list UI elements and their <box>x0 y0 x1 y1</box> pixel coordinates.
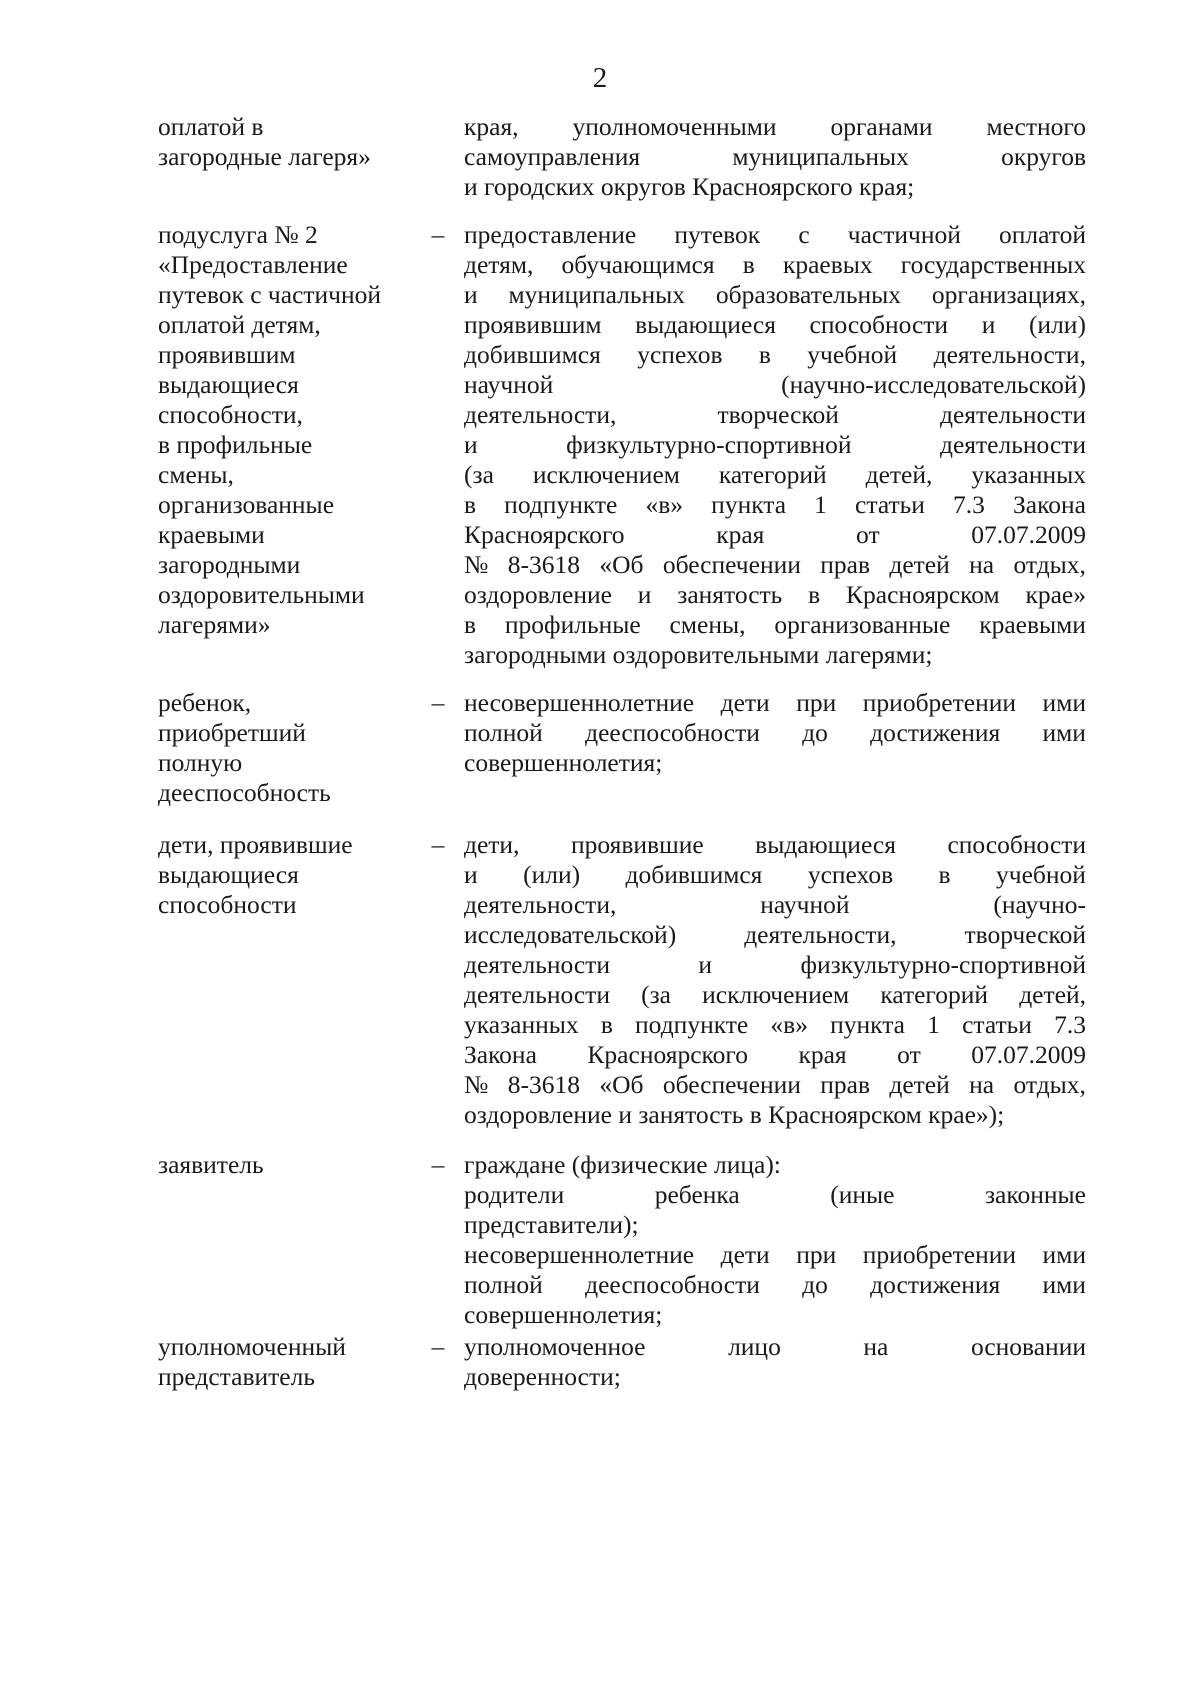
definition-line <box>464 370 1086 400</box>
definition-word: достижения <box>870 1270 1001 1299</box>
definition-word: до <box>802 1270 828 1299</box>
definition-word: в <box>464 490 477 519</box>
definition-word: органами <box>830 112 933 141</box>
term-line: оздоровительными <box>158 580 365 609</box>
definition-word: края <box>716 520 765 549</box>
definition-word: крае» <box>1025 580 1086 609</box>
definition-word: категорий <box>718 460 827 489</box>
term-line: путевок с частичной <box>158 280 382 309</box>
term-line: дети, проявившие <box>158 830 353 859</box>
definition-word: детей <box>889 550 950 579</box>
definition-word: приобретении <box>862 1240 1017 1269</box>
definition-line <box>464 220 1086 250</box>
definition-word: уполномоченное <box>464 1332 646 1361</box>
definition-word: 7.3 <box>1054 1010 1086 1039</box>
definition-word: совершеннолетия; <box>464 748 663 777</box>
definition-word: организациях, <box>931 280 1086 309</box>
definition-line <box>464 1332 1086 1362</box>
definition-dash: – <box>431 1150 445 1179</box>
definition-line <box>464 1150 1086 1180</box>
term-line: приобретший <box>158 718 306 747</box>
definition-word: деятельности, <box>933 340 1086 369</box>
definition-word: самоуправления <box>464 142 641 171</box>
term-line: уполномоченный <box>158 1332 346 1361</box>
definition-word: творческой <box>717 400 839 429</box>
definition-word: полной <box>464 1270 543 1299</box>
definition-word: деятельности <box>940 400 1086 429</box>
term-line: представитель <box>158 1362 315 1391</box>
definition-word: дееспособности <box>585 1270 760 1299</box>
definition-word: Красноярском <box>846 580 1000 609</box>
definition-word: краевых <box>782 250 873 279</box>
definition-word: образовательных <box>715 280 902 309</box>
term-line: загородные лагеря» <box>158 142 371 171</box>
definition-text <box>464 688 1086 778</box>
definition-word: учебной <box>807 340 898 369</box>
definition-word: физкультурно-спортивной <box>566 430 852 459</box>
definition-word: проявившие <box>570 830 704 859</box>
definition-word: деятельности <box>464 980 610 1009</box>
term-line: подуслуга № 2 <box>158 220 318 249</box>
definition-word: выдающиеся <box>755 830 896 859</box>
definition-word: деятельности, <box>464 890 617 919</box>
definition-word: добившимся <box>625 860 763 889</box>
definition-word: прав <box>820 1070 871 1099</box>
definition-word: государственных <box>900 250 1086 279</box>
definition-word: законные <box>984 1180 1086 1209</box>
definition-word: совершеннолетия; <box>464 1300 663 1329</box>
definition-line <box>464 310 1086 340</box>
definition-word: достижения <box>870 718 1001 747</box>
definition-word: 07.07.2009 <box>971 520 1086 549</box>
definition-word: подпункте <box>504 490 618 519</box>
definition-word: 07.07.2009 <box>971 1040 1086 1069</box>
definition-line <box>464 1040 1086 1070</box>
definition-word: научной <box>760 890 850 919</box>
definition-word: пункта <box>711 490 787 519</box>
definition-word: дети <box>720 688 770 717</box>
definition-line <box>464 1300 1086 1330</box>
definition-word: смены, <box>669 610 746 639</box>
definition-line <box>464 1240 1086 1270</box>
definition-word: физкультурно-спортивной <box>800 950 1086 979</box>
definition-word: указанных <box>971 460 1086 489</box>
definition-word: на <box>863 1332 889 1361</box>
definition-word: исследовательской) <box>464 920 677 949</box>
definition-word: 1 <box>814 490 827 519</box>
definition-word: творческой <box>964 920 1086 949</box>
definition-word: прав <box>820 550 871 579</box>
definition-word: профильные <box>504 610 641 639</box>
definition-word: «Об <box>599 550 644 579</box>
definition-line <box>464 830 1086 860</box>
definition-word: занятость <box>677 580 783 609</box>
definition-word: и <box>464 430 478 459</box>
term-line: оплатой в <box>158 112 264 141</box>
definition-dash: – <box>431 830 445 859</box>
definition-term <box>158 220 418 640</box>
definition-word: загородными оздоровительными лагерями; <box>464 640 933 669</box>
definition-word: детей <box>889 1070 950 1099</box>
definition-word: ими <box>1042 718 1086 747</box>
definition-text <box>464 830 1086 1130</box>
definition-word: детей, <box>1019 980 1086 1009</box>
definition-term <box>158 1332 418 1392</box>
definition-word: дети, <box>464 830 520 859</box>
definition-term <box>158 112 418 172</box>
definition-word: несовершеннолетние <box>464 1240 695 1269</box>
definition-word: и <box>981 310 996 339</box>
definition-word: организованные <box>774 610 951 639</box>
definition-word: дееспособности <box>585 718 760 747</box>
definition-word: Закона <box>1013 490 1086 519</box>
definition-word: лицо <box>728 1332 781 1361</box>
definition-word: на <box>969 1070 995 1099</box>
definition-word: до <box>802 718 828 747</box>
definition-word: (иные <box>830 1180 895 1209</box>
definition-word: от <box>856 520 880 549</box>
term-line: в профильные <box>158 430 313 459</box>
definition-word: края <box>798 1040 847 1069</box>
definition-word: 1 <box>927 1010 940 1039</box>
definition-word: основании <box>970 1332 1086 1361</box>
definition-word: местного <box>986 112 1086 141</box>
definition-word: краевыми <box>979 610 1086 639</box>
definition-word: в <box>758 340 771 369</box>
definition-word: частичной <box>847 220 961 249</box>
definition-line <box>464 460 1086 490</box>
definition-word: ими <box>1042 1270 1086 1299</box>
definition-line <box>464 718 1086 748</box>
definition-word: в <box>600 1010 613 1039</box>
term-line: способности <box>158 890 297 919</box>
definition-word: добившимся <box>464 340 601 369</box>
definition-word: и <box>637 580 652 609</box>
definition-word: округов <box>1001 142 1086 171</box>
definition-word: полной <box>464 718 543 747</box>
definition-word: проявившим <box>464 310 602 339</box>
definition-word: выдающиеся <box>635 310 776 339</box>
definition-word: обучающимся <box>561 250 715 279</box>
term-line: полную <box>158 748 243 777</box>
definition-word: «в» <box>645 490 684 519</box>
definition-word: успехов <box>637 340 723 369</box>
term-line: краевыми <box>158 520 265 549</box>
definition-line <box>464 890 1086 920</box>
definition-word: 8-3618 <box>507 550 580 579</box>
definition-word: отдых, <box>1013 1070 1086 1099</box>
definition-dash: – <box>431 1332 445 1361</box>
definition-line <box>464 280 1086 310</box>
definition-word: указанных <box>464 1010 579 1039</box>
definition-word: статьи <box>855 490 925 519</box>
definition-word: № <box>464 1070 489 1099</box>
definition-line <box>464 980 1086 1010</box>
definition-word: способности <box>809 310 949 339</box>
term-line: выдающиеся <box>158 860 299 889</box>
definition-line <box>464 920 1086 950</box>
term-line: проявившим <box>158 340 296 369</box>
definition-word: Красноярского <box>464 520 625 549</box>
definition-line <box>464 520 1086 550</box>
term-line: лагерями» <box>158 610 271 639</box>
definition-word: обеспечении <box>662 550 801 579</box>
definition-word: на <box>969 550 995 579</box>
term-line: дееспособность <box>158 778 331 807</box>
definition-word: дети <box>720 1240 770 1269</box>
definition-word: пункта <box>830 1010 905 1039</box>
definition-word: (научно- <box>993 890 1086 919</box>
definition-word: подпункте <box>635 1010 749 1039</box>
term-line: оплатой детям, <box>158 310 321 339</box>
definition-word: статьи <box>962 1010 1032 1039</box>
definition-word: способности <box>947 830 1086 859</box>
definition-word: обеспечении <box>662 1070 801 1099</box>
definition-line <box>464 1362 1086 1392</box>
definition-line <box>464 1210 1086 1240</box>
definition-word: и городских округов Красноярского края; <box>464 172 915 201</box>
definition-word: и <box>464 860 478 889</box>
definition-line <box>464 550 1086 580</box>
definition-word: 8-3618 <box>507 1070 580 1099</box>
definition-line <box>464 490 1086 520</box>
term-line: смены, <box>158 460 234 489</box>
definition-word: оздоровление и занятость в Красноярском крае»); <box>464 1100 1005 1129</box>
definition-text <box>464 1150 1086 1330</box>
definition-line <box>464 580 1086 610</box>
definition-term <box>158 830 418 920</box>
definition-term <box>158 1150 418 1180</box>
definition-word: (или) <box>523 860 581 889</box>
definition-line <box>464 640 1086 670</box>
term-line: загородными <box>158 550 301 579</box>
definition-word: с <box>798 220 810 249</box>
definition-word: оздоровление <box>464 580 612 609</box>
definition-line <box>464 172 1086 202</box>
definition-text <box>464 220 1086 670</box>
definition-word: ими <box>1042 688 1086 717</box>
definition-word: детям, <box>464 250 534 279</box>
definition-word: в <box>938 860 951 889</box>
definition-word: несовершеннолетние <box>464 688 695 717</box>
definition-line <box>464 748 1086 778</box>
definition-word: при <box>796 1240 837 1269</box>
definition-word: деятельности <box>940 430 1086 459</box>
definition-word: уполномоченными <box>572 112 777 141</box>
definition-word: края, <box>464 112 519 141</box>
term-line: способности, <box>158 400 303 429</box>
definition-word: «в» <box>770 1010 808 1039</box>
definition-line <box>464 1070 1086 1100</box>
definition-word: в <box>464 610 477 639</box>
definition-word: исключением <box>532 460 680 489</box>
definition-word: муниципальных <box>508 280 686 309</box>
definition-word: (или) <box>1028 310 1086 339</box>
definition-line <box>464 860 1086 890</box>
definition-word: научной <box>464 370 554 399</box>
definition-line <box>464 250 1086 280</box>
definition-line <box>464 340 1086 370</box>
definition-word: № <box>464 550 489 579</box>
definition-term <box>158 688 418 808</box>
definition-line <box>464 610 1086 640</box>
definition-word: (за <box>641 980 671 1009</box>
definition-word: (научно-исследовательской) <box>781 370 1086 399</box>
definition-word: деятельности, <box>744 920 897 949</box>
term-line: выдающиеся <box>158 370 299 399</box>
definition-word: в <box>808 580 821 609</box>
definition-word: в <box>742 250 755 279</box>
definition-word: деятельности, <box>464 400 617 429</box>
definition-word: доверенности; <box>464 1362 621 1391</box>
definition-word: оплатой <box>999 220 1086 249</box>
definition-word: путевок <box>674 220 761 249</box>
page-number: 2 <box>592 62 608 94</box>
term-line: организованные <box>158 490 335 519</box>
definition-line <box>464 950 1086 980</box>
definition-line <box>464 688 1086 718</box>
definition-word: деятельности <box>464 950 610 979</box>
definition-word: и <box>698 950 713 979</box>
definition-word: и <box>464 280 478 309</box>
definition-text <box>464 112 1086 202</box>
definition-word: родители <box>464 1180 565 1209</box>
definition-word: Закона <box>464 1040 537 1069</box>
definition-word: успехов <box>807 860 894 889</box>
definition-word: приобретении <box>862 688 1017 717</box>
definition-line <box>464 142 1086 172</box>
definition-word: учебной <box>996 860 1086 889</box>
definition-word: детей, <box>865 460 933 489</box>
definition-word: исключением <box>702 980 850 1009</box>
definition-word: «Об <box>599 1070 644 1099</box>
definition-word: муниципальных <box>732 142 909 171</box>
definition-word: граждане (физические лица): <box>464 1150 781 1179</box>
definition-word: ими <box>1042 1240 1086 1269</box>
definition-word: ребенка <box>654 1180 740 1209</box>
definition-word: 7.3 <box>953 490 985 519</box>
definition-dash: – <box>431 688 445 717</box>
term-line: ребенок, <box>158 688 252 717</box>
definition-line <box>464 1270 1086 1300</box>
definition-word: при <box>796 688 837 717</box>
definition-word: предоставление <box>464 220 637 249</box>
definition-word: от <box>897 1040 921 1069</box>
term-line: заявитель <box>158 1150 264 1179</box>
definition-dash: – <box>431 220 445 249</box>
term-line: «Предоставление <box>158 250 348 279</box>
definition-word: Красноярского <box>587 1040 748 1069</box>
definition-line <box>464 1010 1086 1040</box>
definition-line <box>464 1180 1086 1210</box>
definition-line <box>464 400 1086 430</box>
definition-line <box>464 1100 1086 1130</box>
definition-line <box>464 112 1086 142</box>
definition-word: отдых, <box>1013 550 1086 579</box>
definition-word: (за <box>464 460 494 489</box>
definition-word: категорий <box>880 980 989 1009</box>
definition-word: представители); <box>464 1210 639 1239</box>
definition-line <box>464 430 1086 460</box>
definition-text <box>464 1332 1086 1392</box>
